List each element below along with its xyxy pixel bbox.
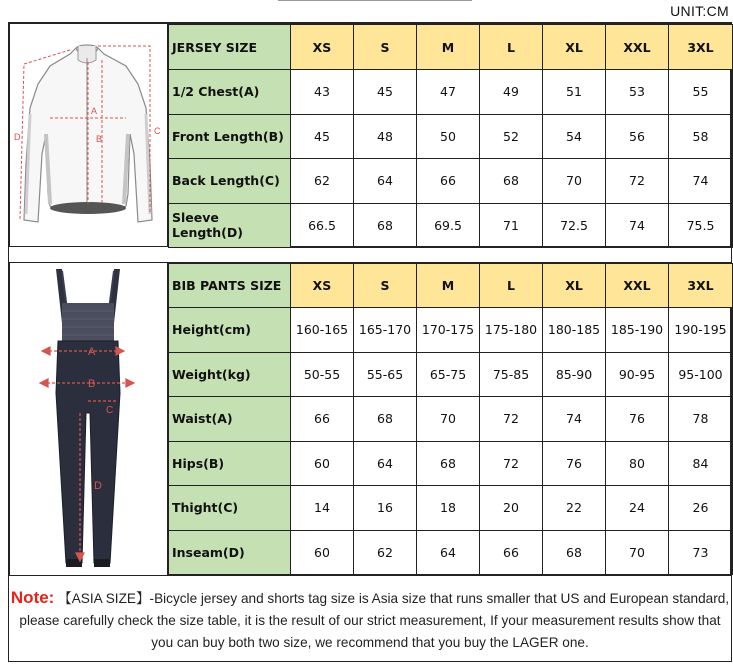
jersey-table-cell: 64 xyxy=(354,159,417,204)
bib-table-cell: 78 xyxy=(669,397,733,442)
bib-size-header: XXL xyxy=(606,264,669,308)
jersey-table-cell: 71 xyxy=(480,203,543,248)
jersey-table-cell: 75.5 xyxy=(669,203,733,248)
bib-size-header: XL xyxy=(543,264,606,308)
bib-row-label: Thight(C) xyxy=(169,486,291,531)
bib-table-cell: 14 xyxy=(291,486,354,531)
jersey-table-cell: 43 xyxy=(291,70,354,115)
jersey-table-cell: 55 xyxy=(669,70,733,115)
jersey-size-panel xyxy=(9,23,731,247)
bib-table-cell: 73 xyxy=(669,530,733,575)
jersey-letter-b: B xyxy=(96,134,103,144)
jersey-row-label: 1/2 Chest(A) xyxy=(169,70,291,115)
bib-table-cell: 24 xyxy=(606,486,669,531)
bib-table-cell: 55-65 xyxy=(354,352,417,397)
jersey-table-row xyxy=(169,70,733,115)
bib-table-cell: 170-175 xyxy=(417,308,480,353)
jersey-table-cell: 58 xyxy=(669,114,733,159)
bib-row-label: Hips(B) xyxy=(169,441,291,486)
jersey-size-header: XL xyxy=(543,25,606,70)
jersey-illustration xyxy=(10,24,167,246)
jersey-diagram xyxy=(10,24,168,246)
bib-table-cell: 68 xyxy=(417,441,480,486)
jersey-table-cell: 45 xyxy=(354,70,417,115)
bib-table-cell: 84 xyxy=(669,441,733,486)
bib-table-cell: 70 xyxy=(417,397,480,442)
bib-table-cell: 50-55 xyxy=(291,352,354,397)
bib-table-cell: 185-190 xyxy=(606,308,669,353)
bib-table-cell: 80 xyxy=(606,441,669,486)
jersey-table-cell: 49 xyxy=(480,70,543,115)
jersey-table-cell: 74 xyxy=(606,203,669,248)
jersey-size-header: S xyxy=(354,25,417,70)
bib-pants-diagram xyxy=(10,263,168,575)
bib-table-cell: 68 xyxy=(354,397,417,442)
bib-table-cell: 65-75 xyxy=(417,352,480,397)
jersey-table-cell: 47 xyxy=(417,70,480,115)
bib-size-header: 3XL xyxy=(669,264,733,308)
bib-table-cell: 165-170 xyxy=(354,308,417,353)
bib-table-cell: 70 xyxy=(606,530,669,575)
jersey-table-cell: 50 xyxy=(417,114,480,159)
jersey-table-cell: 70 xyxy=(543,159,606,204)
bib-row-label: Inseam(D) xyxy=(169,530,291,575)
jersey-table-row xyxy=(169,159,733,204)
jersey-table-cell: 51 xyxy=(543,70,606,115)
jersey-size-header: XS xyxy=(291,25,354,70)
jersey-table-cell: 74 xyxy=(669,159,733,204)
jersey-table-cell: 56 xyxy=(606,114,669,159)
jersey-table-cell: 68 xyxy=(480,159,543,204)
bib-letter-b: B xyxy=(88,378,96,390)
bib-table-cell: 90-95 xyxy=(606,352,669,397)
bib-table-cell: 64 xyxy=(354,441,417,486)
bib-table-cell: 74 xyxy=(543,397,606,442)
jersey-table-row xyxy=(169,203,733,248)
jersey-table-cell: 69.5 xyxy=(417,203,480,248)
jersey-table-cell: 62 xyxy=(291,159,354,204)
bib-pants-illustration xyxy=(10,263,167,575)
bib-table-cell: 95-100 xyxy=(669,352,733,397)
jersey-size-header: L xyxy=(480,25,543,70)
bib-header-label: BIB PANTS SIZE xyxy=(169,264,291,308)
bib-table-cell: 26 xyxy=(669,486,733,531)
bib-table-cell: 72 xyxy=(480,397,543,442)
bib-header-row xyxy=(169,264,733,308)
jersey-size-header: 3XL xyxy=(669,25,733,70)
jersey-header-label: JERSEY SIZE xyxy=(169,25,291,70)
jersey-letter-c: C xyxy=(154,126,161,136)
jersey-table-row xyxy=(169,114,733,159)
jersey-table-cell: 72 xyxy=(606,159,669,204)
jersey-table-cell: 45 xyxy=(291,114,354,159)
bib-table-cell: 60 xyxy=(291,530,354,575)
bib-size-header: S xyxy=(354,264,417,308)
jersey-table-cell: 48 xyxy=(354,114,417,159)
bib-table-row xyxy=(169,352,733,397)
bib-row-label: Height(cm) xyxy=(169,308,291,353)
jersey-table-cell: 68 xyxy=(354,203,417,248)
jersey-size-header: M xyxy=(417,25,480,70)
note-label: Note: xyxy=(10,588,55,607)
size-note xyxy=(8,576,732,662)
bib-table-cell: 75-85 xyxy=(480,352,543,397)
bib-pants-size-table xyxy=(168,263,733,575)
size-chart-frame xyxy=(8,22,732,662)
jersey-size-header: XXL xyxy=(606,25,669,70)
bib-pants-size-panel xyxy=(9,262,731,576)
bib-table-cell: 16 xyxy=(354,486,417,531)
bib-table-row xyxy=(169,486,733,531)
jersey-row-label: Front Length(B) xyxy=(169,114,291,159)
jersey-size-table xyxy=(168,24,733,248)
bib-table-cell: 85-90 xyxy=(543,352,606,397)
bib-table-cell: 175-180 xyxy=(480,308,543,353)
jersey-table-cell: 66.5 xyxy=(291,203,354,248)
jersey-row-label: Back Length(C) xyxy=(169,159,291,204)
bib-table-cell: 190-195 xyxy=(669,308,733,353)
bib-row-label: Weight(kg) xyxy=(169,352,291,397)
bib-size-header: M xyxy=(417,264,480,308)
bib-table-cell: 64 xyxy=(417,530,480,575)
bib-letter-a: A xyxy=(88,346,96,358)
bib-table-cell: 160-165 xyxy=(291,308,354,353)
unit-label: UNIT:CM xyxy=(670,3,729,19)
bib-table-cell: 66 xyxy=(480,530,543,575)
jersey-header-row xyxy=(169,25,733,70)
bib-table-row xyxy=(169,397,733,442)
bib-table-cell: 18 xyxy=(417,486,480,531)
jersey-row-label: Sleeve Length(D) xyxy=(169,203,291,248)
bib-table-cell: 68 xyxy=(543,530,606,575)
jersey-letter-d: D xyxy=(14,132,21,142)
jersey-table-cell: 66 xyxy=(417,159,480,204)
bib-table-cell: 66 xyxy=(291,397,354,442)
bib-table-row xyxy=(169,530,733,575)
jersey-table-cell: 53 xyxy=(606,70,669,115)
bib-table-cell: 20 xyxy=(480,486,543,531)
bib-letter-d: D xyxy=(94,480,102,492)
bib-table-cell: 180-185 xyxy=(543,308,606,353)
top-divider xyxy=(278,0,472,1)
jersey-table-cell: 52 xyxy=(480,114,543,159)
bib-table-row xyxy=(169,308,733,353)
bib-table-cell: 22 xyxy=(543,486,606,531)
bib-table-cell: 76 xyxy=(606,397,669,442)
bib-row-label: Waist(A) xyxy=(169,397,291,442)
jersey-letter-a: A xyxy=(91,106,98,116)
bib-table-cell: 76 xyxy=(543,441,606,486)
bib-size-header: XS xyxy=(291,264,354,308)
note-text: 【ASIA SIZE】-Bicycle jersey and shorts tag size is Asia size that runs smaller that US and European standard, please carefully check the size table, it is the result of our strict measurement, If your measurement results show that you can buy both two size, we recommend that you buy the LAGER one. xyxy=(19,591,730,650)
bib-table-cell: 72 xyxy=(480,441,543,486)
bib-size-header: L xyxy=(480,264,543,308)
jersey-table-cell: 54 xyxy=(543,114,606,159)
bib-letter-c: C xyxy=(106,405,114,416)
bib-table-cell: 62 xyxy=(354,530,417,575)
jersey-table-cell: 72.5 xyxy=(543,203,606,248)
bib-table-row xyxy=(169,441,733,486)
bib-table-cell: 60 xyxy=(291,441,354,486)
